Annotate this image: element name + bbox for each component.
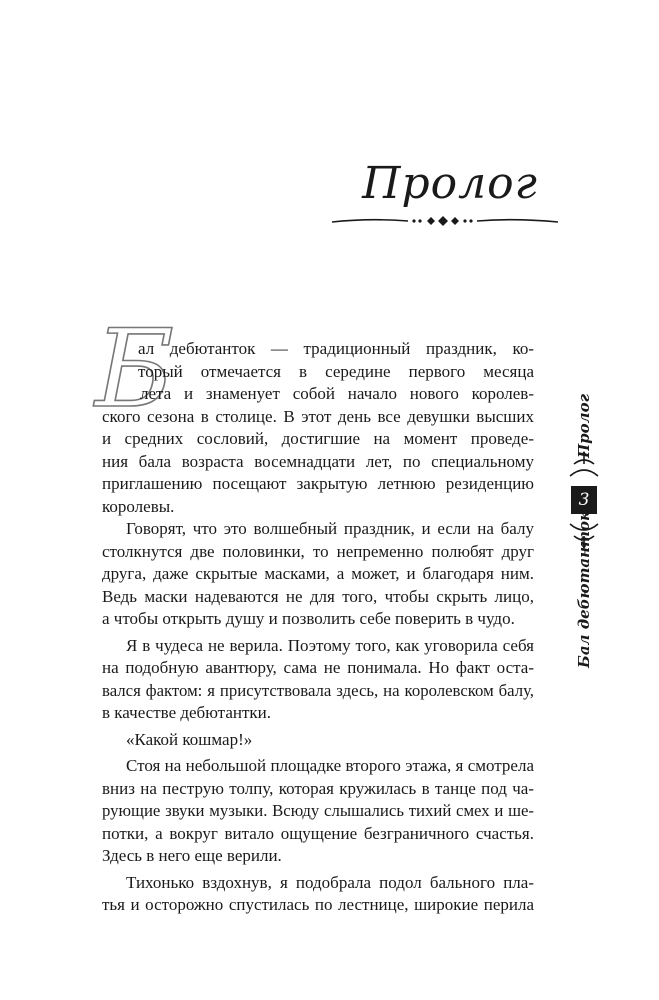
running-head-chapter: Пролог: [575, 393, 593, 458]
chapter-title: Пролог: [362, 158, 538, 209]
title-ornament: [330, 214, 560, 228]
page-number: 3: [571, 486, 597, 514]
text-line: Я в чудеса не верила. Поэтому того, как уговорила себя: [126, 635, 534, 655]
text-line: вниз на пеструю толпу, которая кружилась в танце под ча-: [102, 778, 534, 798]
running-head-book-title: Бал дебютанток: [575, 510, 593, 668]
text-line: рующие звуки музыки. Всюду слышались тихий смех и ше-: [102, 801, 534, 820]
paragraph-4: [102, 729, 534, 752]
text-line: «Какой кошмар!»: [126, 729, 253, 749]
text-line: торый отмечается в середине первого месяца: [138, 361, 534, 381]
paragraph-1-cont: [102, 383, 534, 518]
text-line: и средних сословий, достигшие на момент проведе-: [102, 429, 534, 448]
text-line: а чтобы открыть душу и позволить себе поверить в чудо.: [102, 609, 515, 628]
paragraph-6: [102, 872, 534, 917]
text-line: Тихонько вздохнув, я подобрала подол бального пла-: [126, 872, 534, 892]
text-line: ского сезона в столице. В этот день все девушки высших: [102, 406, 534, 426]
text-line: королевы.: [102, 496, 175, 516]
text-line: приглашению посещают закрытую летнюю резиденцию: [102, 474, 534, 493]
text-line: вался фактом: я присутствовала здесь, на королевском балу,: [102, 680, 534, 700]
text-line: Говорят, что это волшебный праздник, и если на балу: [126, 519, 534, 538]
body-text: [102, 338, 534, 917]
text-line: тья и осторожно спустилась по лестнице, широкие перила: [102, 895, 534, 914]
paragraph-1: [100, 338, 534, 383]
paragraph-3: [102, 635, 534, 725]
text-line: столкнутся две половинки, то непременно полюбят друг: [102, 541, 534, 561]
text-line: Здесь в него еще верили.: [102, 846, 282, 865]
text-line: ал дебютанток — традиционный праздник, ко-: [138, 339, 534, 358]
text-line: на подобную авантюру, сама не понимала. Но факт оста-: [102, 658, 534, 677]
text-line: ния бала возраста восемнадцати лет, по специальному: [102, 451, 534, 471]
text-line: Стоя на небольшой площадке второго этажа, я смотрела: [126, 756, 534, 775]
text-line: лета и знаменует собой начало нового королев-: [140, 384, 534, 403]
paragraph-2: [102, 518, 534, 631]
drop-cap: Б: [95, 307, 175, 432]
text-line: в качестве дебютантки.: [102, 703, 271, 722]
text-line: Ведь маски надеваются не для того, чтобы скрыть лицо,: [102, 586, 534, 606]
paragraph-5: [102, 755, 534, 868]
text-line: друга, даже скрытые масками, а может, и благодаря ним.: [102, 564, 534, 583]
text-line: потки, а вокруг витало ощущение безграничного счастья.: [102, 823, 534, 843]
